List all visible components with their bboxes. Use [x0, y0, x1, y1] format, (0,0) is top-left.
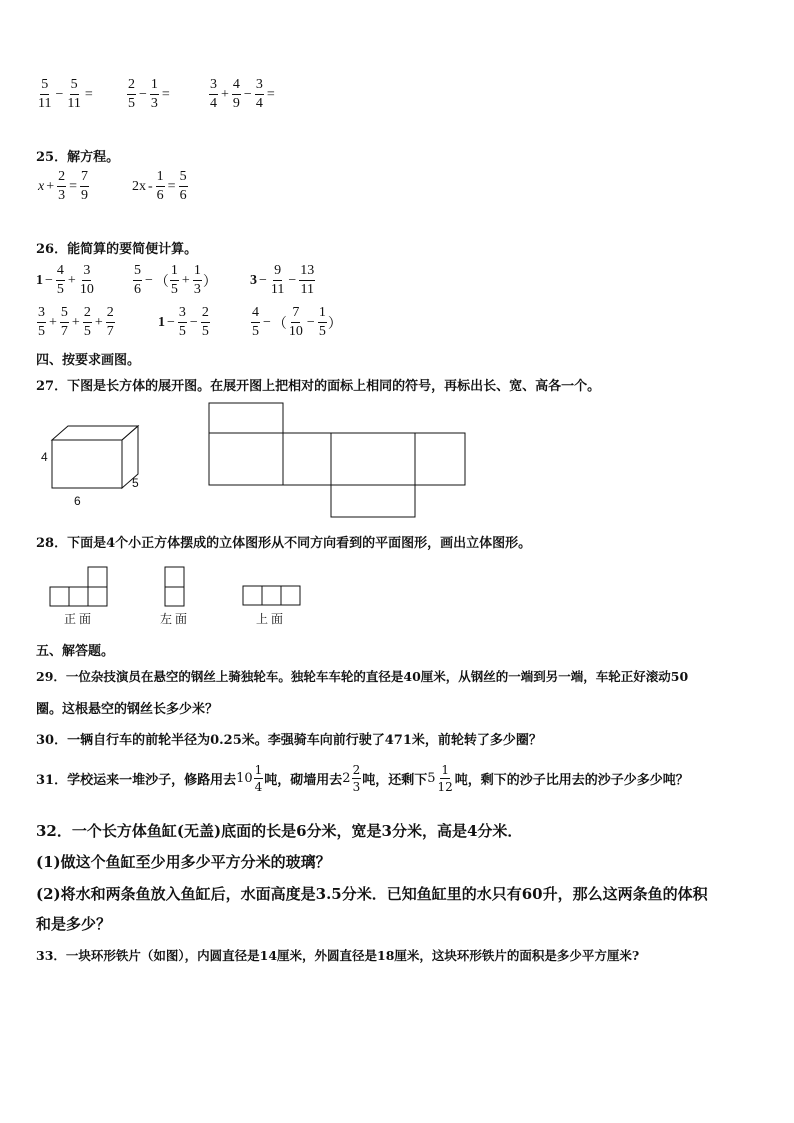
question-25-title: 25．解方程。	[36, 150, 120, 165]
calc-expression-4: $\frac{3}{5}$ + $\frac{5}{7}$ + $\frac{2}{5}$ + $\frac{2}{7}$	[38, 305, 114, 339]
calc-expression-1: 1 − $\frac{4}{5}$ + $\frac{3}{10}$	[36, 263, 94, 297]
question-32-line-4: 和是多少？	[36, 915, 112, 933]
top-view-label: 上面	[256, 612, 287, 626]
question-27-title: 27．下图是长方体的展开图。在展开图上把相对的面标上相同的符号，再标出长、宽、高各一个。	[36, 379, 601, 394]
net-face-2	[283, 433, 331, 485]
left-view-label: 左面	[160, 612, 191, 626]
section-5-heading: 五、解答题。	[36, 644, 115, 659]
net-face-1	[209, 433, 283, 485]
mixed-number-3: 5 $\frac{1}{12}$	[427, 763, 453, 794]
question-29-line-1: 29．一位杂技演员在悬空的钢丝上骑独轮车。独轮车车轮的直径是40厘米，从钢丝的一端到另一端，车轮正好滚动50	[36, 669, 689, 684]
front-view-figure	[48, 566, 110, 608]
question-33: 33．一块环形铁片（如图），内圆直径是14厘米，外圆直径是18厘米，这块环形铁片的面积是多少平方厘米?	[36, 948, 640, 963]
calc-expression-5: 1 − $\frac{3}{5}$ − $\frac{2}{5}$	[158, 305, 209, 339]
question-32-line-1: 32．一个长方体鱼缸(无盖)底面的长是6分米，宽是3分米，高是4分米．	[36, 822, 523, 840]
fraction-expression-1: $\frac{5}{11}$ − $\frac{5}{11}$ =	[38, 77, 93, 111]
question-31: 31．学校运来一堆沙子，修路用去 10 $\frac{1}{4}$ 吨，砌墙用去 2 $\frac{2}{3}$ 吨，还剩下 5 $\frac{1}{12}$ 吨，剩下的沙子比用去的沙子少多少吨？	[36, 763, 689, 794]
equation-1: x + $\frac{2}{3}$ = $\frac{7}{9}$	[38, 169, 89, 203]
cuboid-height-label: 4	[41, 450, 48, 464]
front-view-label: 正面	[64, 612, 95, 626]
cuboid-length-label: 6	[74, 494, 81, 508]
cuboid-front-face	[52, 440, 122, 488]
calc-expression-2: $\frac{5}{6}$ − （ $\frac{1}{5}$ + $\frac{1}{3}$ ）	[134, 263, 217, 297]
mixed-number-2: 2 $\frac{2}{3}$	[342, 763, 361, 794]
fraction-expression-3: $\frac{3}{4}$ + $\frac{4}{9}$ − $\frac{3}{4}$ =	[210, 77, 275, 111]
net-face-4	[415, 433, 465, 485]
section-4-heading: 四、按要求画图。	[36, 353, 141, 368]
cuboid-net	[208, 402, 468, 520]
fraction-expression-2: $\frac{2}{5}$ − $\frac{1}{3}$ =	[128, 77, 170, 111]
question-28-title: 28．下面是4个小正方体摆成的立体图形从不同方向看到的平面图形，画出立体图形。	[36, 536, 532, 551]
question-30: 30．一辆自行车的前轮半径为0.25米。李强骑车向前行驶了471米，前轮转了多少圈？	[36, 733, 542, 748]
question-32-line-2: (1)做这个鱼缸至少用多少平方分米的玻璃？	[36, 853, 331, 871]
calc-expression-6: $\frac{4}{5}$ − （ $\frac{7}{10}$ − $\frac{1}{5}$ ）	[252, 305, 342, 339]
question-26-title: 26．能简算的要简便计算。	[36, 242, 198, 257]
question-32-line-3: (2)将水和两条鱼放入鱼缸后，水面高度是3.5分米．已知鱼缸里的水只有60升，那么这两条鱼的体积	[36, 885, 708, 903]
top-view-figure	[241, 585, 303, 607]
net-face-3	[331, 433, 415, 485]
equation-2: 2x - $\frac{1}{6}$ = $\frac{5}{6}$	[132, 169, 187, 203]
question-29-line-2: 圈。这根悬空的钢丝长多少米？	[36, 702, 219, 717]
net-face-top	[209, 403, 283, 433]
left-view-figure	[163, 566, 187, 608]
net-face-bottom	[331, 485, 415, 517]
cuboid-width-label: 5	[132, 476, 139, 490]
calc-expression-3: 3 − $\frac{9}{11}$ − $\frac{13}{11}$	[250, 263, 315, 297]
mixed-number-1: 10 $\frac{1}{4}$	[236, 763, 263, 794]
